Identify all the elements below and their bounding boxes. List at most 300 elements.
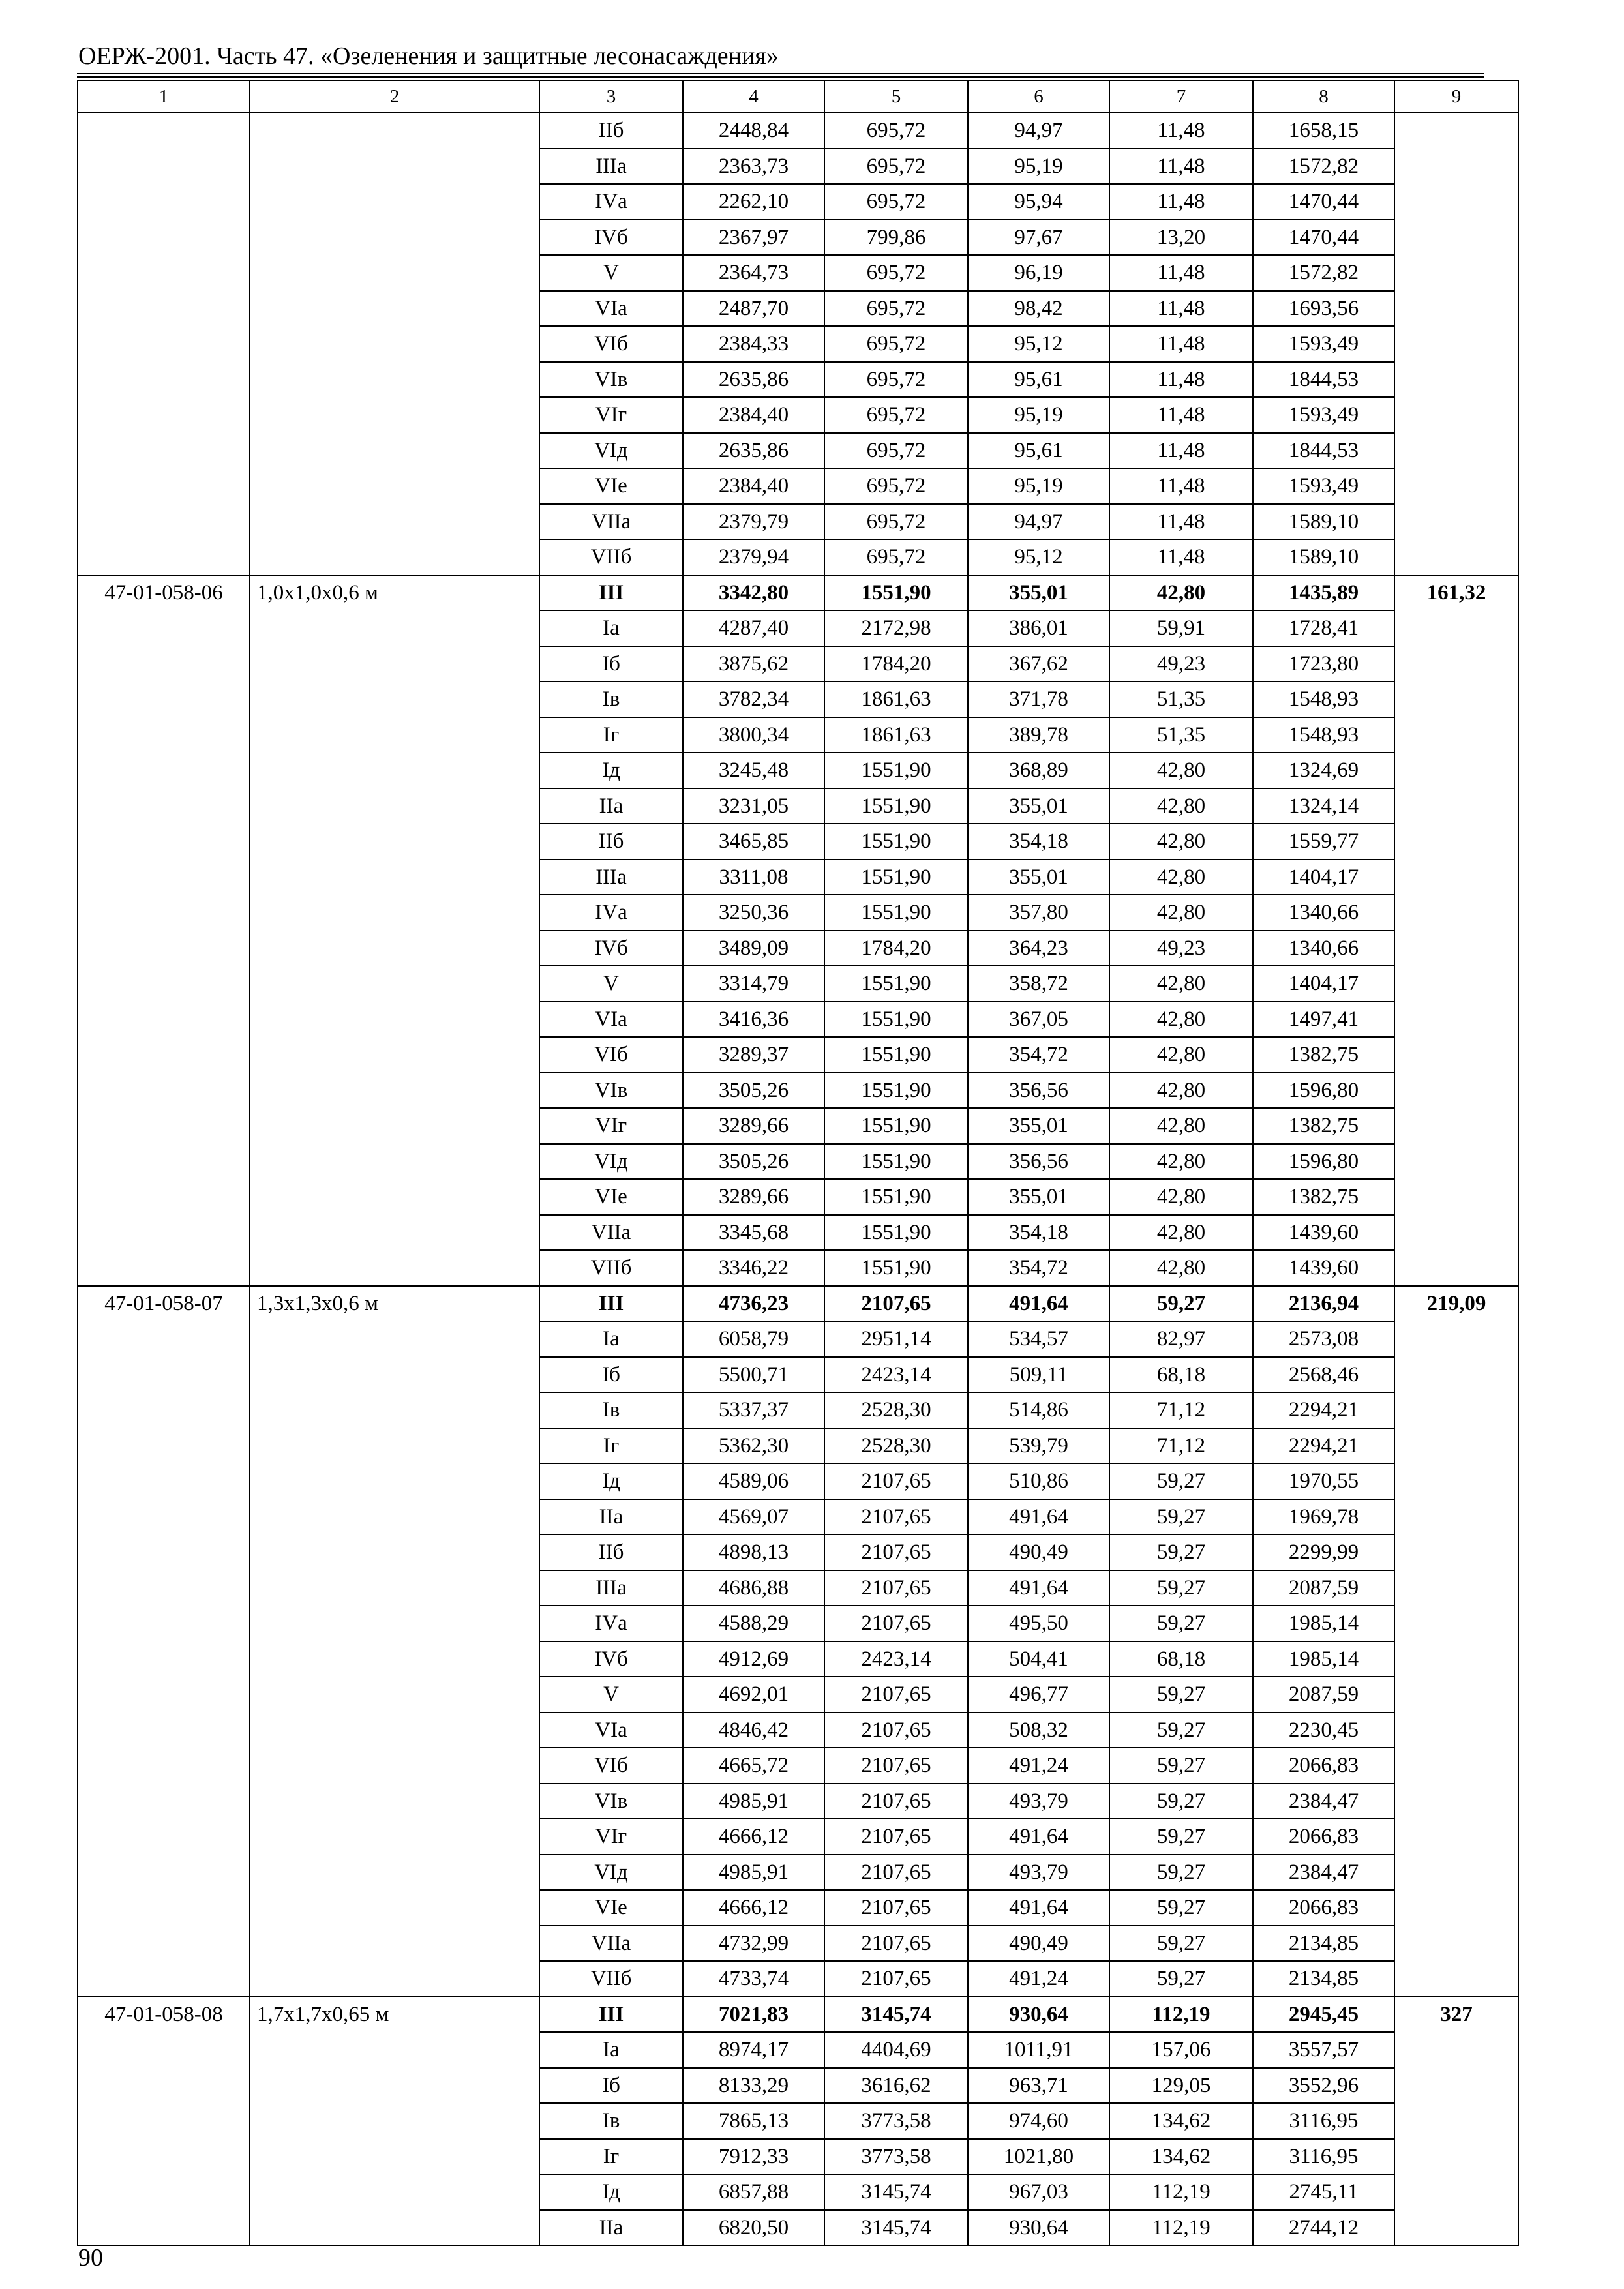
rate-total-cell: 327 bbox=[1394, 1997, 1518, 2246]
value-cell: 42,80 bbox=[1109, 788, 1253, 824]
value-cell: 4686,88 bbox=[683, 1570, 824, 1606]
value-cell: 1551,90 bbox=[824, 753, 968, 788]
value-cell: 11,48 bbox=[1109, 255, 1253, 291]
page-number: 90 bbox=[78, 2244, 103, 2271]
value-cell: 354,18 bbox=[968, 1215, 1109, 1251]
value-cell: 2107,65 bbox=[824, 1534, 968, 1570]
value-cell: 1021,80 bbox=[968, 2139, 1109, 2175]
value-cell: 3345,68 bbox=[683, 1215, 824, 1251]
value-cell: 1593,49 bbox=[1253, 468, 1394, 504]
value-cell: 4732,99 bbox=[683, 1926, 824, 1962]
zone-code-cell: Iг bbox=[539, 2139, 683, 2175]
value-cell: 1548,93 bbox=[1253, 681, 1394, 717]
value-cell: 94,97 bbox=[968, 504, 1109, 540]
value-cell: 2384,47 bbox=[1253, 1855, 1394, 1891]
value-cell: 1404,17 bbox=[1253, 860, 1394, 895]
value-cell: 42,80 bbox=[1109, 1250, 1253, 1286]
value-cell: 59,91 bbox=[1109, 610, 1253, 646]
value-cell: 4985,91 bbox=[683, 1855, 824, 1891]
value-cell: 354,18 bbox=[968, 824, 1109, 860]
column-header-3: 3 bbox=[539, 80, 683, 113]
zone-code-cell: VIд bbox=[539, 1144, 683, 1180]
value-cell: 695,72 bbox=[824, 468, 968, 504]
value-cell: 1596,80 bbox=[1253, 1144, 1394, 1180]
zone-code-cell: Iа bbox=[539, 1321, 683, 1357]
value-cell: 59,27 bbox=[1109, 1961, 1253, 1997]
zone-code-cell: VIIа bbox=[539, 504, 683, 540]
value-cell: 2107,65 bbox=[824, 1855, 968, 1891]
value-cell: 3489,09 bbox=[683, 931, 824, 966]
value-cell: 1559,77 bbox=[1253, 824, 1394, 860]
value-cell: 3289,66 bbox=[683, 1108, 824, 1144]
value-cell: 491,24 bbox=[968, 1961, 1109, 1997]
value-cell: 2294,21 bbox=[1253, 1392, 1394, 1428]
value-cell: 1011,91 bbox=[968, 2032, 1109, 2068]
value-cell: 59,27 bbox=[1109, 1784, 1253, 1819]
value-cell: 1723,80 bbox=[1253, 646, 1394, 682]
value-cell: 6857,88 bbox=[683, 2174, 824, 2210]
zone-code-cell: Iб bbox=[539, 2068, 683, 2104]
value-cell: 1382,75 bbox=[1253, 1179, 1394, 1215]
value-cell: 1593,49 bbox=[1253, 326, 1394, 362]
value-cell: 95,19 bbox=[968, 149, 1109, 185]
value-cell: 695,72 bbox=[824, 362, 968, 398]
value-cell: 2299,99 bbox=[1253, 1534, 1394, 1570]
zone-code-cell: IIIа bbox=[539, 860, 683, 895]
column-header-8: 8 bbox=[1253, 80, 1394, 113]
zone-code-cell: VIб bbox=[539, 1748, 683, 1784]
value-cell: 1404,17 bbox=[1253, 966, 1394, 1002]
value-cell: 356,56 bbox=[968, 1073, 1109, 1109]
zone-code-cell: V bbox=[539, 1677, 683, 1713]
value-cell: 4404,69 bbox=[824, 2032, 968, 2068]
value-cell: 1551,90 bbox=[824, 966, 968, 1002]
value-cell: 13,20 bbox=[1109, 220, 1253, 256]
value-cell: 1589,10 bbox=[1253, 504, 1394, 540]
value-cell: 11,48 bbox=[1109, 397, 1253, 433]
zone-code-cell: Iг bbox=[539, 717, 683, 753]
value-cell: 42,80 bbox=[1109, 860, 1253, 895]
value-cell: 1844,53 bbox=[1253, 362, 1394, 398]
value-cell: 2528,30 bbox=[824, 1428, 968, 1464]
value-cell: 4569,07 bbox=[683, 1499, 824, 1535]
value-cell: 42,80 bbox=[1109, 824, 1253, 860]
value-cell: 11,48 bbox=[1109, 184, 1253, 220]
value-cell: 2384,40 bbox=[683, 468, 824, 504]
value-cell: 2107,65 bbox=[824, 1606, 968, 1641]
value-cell: 42,80 bbox=[1109, 753, 1253, 788]
value-cell: 367,62 bbox=[968, 646, 1109, 682]
value-cell: 2066,83 bbox=[1253, 1890, 1394, 1926]
value-cell: 2528,30 bbox=[824, 1392, 968, 1428]
value-cell: 1784,20 bbox=[824, 931, 968, 966]
value-cell: 95,19 bbox=[968, 468, 1109, 504]
value-cell: 7021,83 bbox=[683, 1997, 824, 2033]
value-cell: 2384,40 bbox=[683, 397, 824, 433]
value-cell: 2107,65 bbox=[824, 1819, 968, 1855]
zone-code-cell: VIв bbox=[539, 362, 683, 398]
value-cell: 355,01 bbox=[968, 1108, 1109, 1144]
value-cell: 1340,66 bbox=[1253, 931, 1394, 966]
value-cell: 508,32 bbox=[968, 1713, 1109, 1748]
value-cell: 3342,80 bbox=[683, 575, 824, 611]
zone-code-cell: Iг bbox=[539, 1428, 683, 1464]
value-cell: 95,12 bbox=[968, 539, 1109, 575]
value-cell: 1861,63 bbox=[824, 717, 968, 753]
rate-total-cell: 161,32 bbox=[1394, 575, 1518, 1286]
value-cell: 2635,86 bbox=[683, 362, 824, 398]
value-cell: 491,64 bbox=[968, 1819, 1109, 1855]
rate-name-cell: 1,3х1,3х0,6 м bbox=[250, 1286, 539, 1997]
table-row bbox=[78, 113, 1518, 149]
value-cell: 2367,97 bbox=[683, 220, 824, 256]
zone-code-cell: VIд bbox=[539, 1855, 683, 1891]
value-cell: 1985,14 bbox=[1253, 1641, 1394, 1677]
value-cell: 491,64 bbox=[968, 1499, 1109, 1535]
table-row bbox=[78, 1997, 1518, 2033]
value-cell: 3231,05 bbox=[683, 788, 824, 824]
value-cell: 1551,90 bbox=[824, 575, 968, 611]
value-cell: 355,01 bbox=[968, 575, 1109, 611]
zone-code-cell: VIIб bbox=[539, 539, 683, 575]
rates-table-container bbox=[77, 80, 1519, 2246]
header-double-rule bbox=[77, 73, 1484, 78]
value-cell: 2087,59 bbox=[1253, 1677, 1394, 1713]
column-header-6: 6 bbox=[968, 80, 1109, 113]
value-cell: 4666,12 bbox=[683, 1819, 824, 1855]
value-cell: 3116,95 bbox=[1253, 2139, 1394, 2175]
value-cell: 11,48 bbox=[1109, 113, 1253, 149]
zone-code-cell: IVа bbox=[539, 1606, 683, 1641]
value-cell: 491,64 bbox=[968, 1890, 1109, 1926]
value-cell: 5362,30 bbox=[683, 1428, 824, 1464]
value-cell: 3505,26 bbox=[683, 1144, 824, 1180]
value-cell: 8974,17 bbox=[683, 2032, 824, 2068]
zone-code-cell: IIб bbox=[539, 113, 683, 149]
value-cell: 491,64 bbox=[968, 1286, 1109, 1322]
value-cell: 491,64 bbox=[968, 1570, 1109, 1606]
value-cell: 6820,50 bbox=[683, 2210, 824, 2246]
value-cell: 2423,14 bbox=[824, 1641, 968, 1677]
value-cell: 59,27 bbox=[1109, 1499, 1253, 1535]
value-cell: 2107,65 bbox=[824, 1748, 968, 1784]
value-cell: 11,48 bbox=[1109, 149, 1253, 185]
value-cell: 1324,14 bbox=[1253, 788, 1394, 824]
value-cell: 1551,90 bbox=[824, 1215, 968, 1251]
rate-code-cell: 47-01-058-08 bbox=[78, 1997, 250, 2246]
value-cell: 2066,83 bbox=[1253, 1819, 1394, 1855]
value-cell: 695,72 bbox=[824, 291, 968, 327]
zone-code-cell: Iд bbox=[539, 753, 683, 788]
value-cell: 42,80 bbox=[1109, 1073, 1253, 1109]
value-cell: 2066,83 bbox=[1253, 1748, 1394, 1784]
value-cell: 1551,90 bbox=[824, 824, 968, 860]
value-cell: 42,80 bbox=[1109, 575, 1253, 611]
value-cell: 2364,73 bbox=[683, 255, 824, 291]
value-cell: 2134,85 bbox=[1253, 1926, 1394, 1962]
value-cell: 1551,90 bbox=[824, 1108, 968, 1144]
zone-code-cell: Iб bbox=[539, 1357, 683, 1393]
zone-code-cell: VIб bbox=[539, 326, 683, 362]
zone-code-cell: IIIа bbox=[539, 149, 683, 185]
value-cell: 514,86 bbox=[968, 1392, 1109, 1428]
zone-code-cell: Iв bbox=[539, 2103, 683, 2139]
value-cell: 59,27 bbox=[1109, 1748, 1253, 1784]
value-cell: 1844,53 bbox=[1253, 433, 1394, 469]
value-cell: 112,19 bbox=[1109, 1997, 1253, 2033]
value-cell: 11,48 bbox=[1109, 468, 1253, 504]
value-cell: 4665,72 bbox=[683, 1748, 824, 1784]
value-cell: 1551,90 bbox=[824, 1179, 968, 1215]
value-cell: 95,19 bbox=[968, 397, 1109, 433]
zone-code-cell: Iд bbox=[539, 2174, 683, 2210]
value-cell: 1439,60 bbox=[1253, 1215, 1394, 1251]
value-cell: 59,27 bbox=[1109, 1890, 1253, 1926]
value-cell: 11,48 bbox=[1109, 433, 1253, 469]
value-cell: 2107,65 bbox=[824, 1463, 968, 1499]
value-cell: 95,94 bbox=[968, 184, 1109, 220]
zone-code-cell: IIIа bbox=[539, 1570, 683, 1606]
value-cell: 2384,33 bbox=[683, 326, 824, 362]
value-cell: 3465,85 bbox=[683, 824, 824, 860]
value-cell: 2568,46 bbox=[1253, 1357, 1394, 1393]
value-cell: 1551,90 bbox=[824, 1002, 968, 1038]
value-cell: 1439,60 bbox=[1253, 1250, 1394, 1286]
value-cell: 3145,74 bbox=[824, 1997, 968, 2033]
value-cell: 3311,08 bbox=[683, 860, 824, 895]
zone-code-cell: VIе bbox=[539, 468, 683, 504]
page-header-title: ОЕРЖ-2001. Часть 47. «Озеленения и защитные лесонасаждения» bbox=[78, 42, 779, 70]
value-cell: 4692,01 bbox=[683, 1677, 824, 1713]
value-cell: 51,35 bbox=[1109, 717, 1253, 753]
zone-code-cell: VIе bbox=[539, 1179, 683, 1215]
value-cell: 2107,65 bbox=[824, 1570, 968, 1606]
rates-table bbox=[77, 80, 1519, 2246]
zone-code-cell: VIв bbox=[539, 1073, 683, 1109]
value-cell: 2951,14 bbox=[824, 1321, 968, 1357]
value-cell: 967,03 bbox=[968, 2174, 1109, 2210]
value-cell: 42,80 bbox=[1109, 1144, 1253, 1180]
blank-name-cell bbox=[250, 113, 539, 575]
zone-code-cell: Iд bbox=[539, 1463, 683, 1499]
table-row bbox=[78, 1286, 1518, 1322]
value-cell: 7912,33 bbox=[683, 2139, 824, 2175]
zone-code-cell: VIд bbox=[539, 433, 683, 469]
value-cell: 1969,78 bbox=[1253, 1499, 1394, 1535]
zone-code-cell: III bbox=[539, 1286, 683, 1322]
value-cell: 2423,14 bbox=[824, 1357, 968, 1393]
value-cell: 71,12 bbox=[1109, 1392, 1253, 1428]
value-cell: 695,72 bbox=[824, 149, 968, 185]
value-cell: 2172,98 bbox=[824, 610, 968, 646]
value-cell: 3145,74 bbox=[824, 2174, 968, 2210]
value-cell: 2107,65 bbox=[824, 1890, 968, 1926]
value-cell: 2379,94 bbox=[683, 539, 824, 575]
value-cell: 4287,40 bbox=[683, 610, 824, 646]
value-cell: 59,27 bbox=[1109, 1819, 1253, 1855]
value-cell: 3245,48 bbox=[683, 753, 824, 788]
zone-code-cell: VIа bbox=[539, 1002, 683, 1038]
value-cell: 358,72 bbox=[968, 966, 1109, 1002]
value-cell: 59,27 bbox=[1109, 1534, 1253, 1570]
value-cell: 11,48 bbox=[1109, 504, 1253, 540]
value-cell: 42,80 bbox=[1109, 895, 1253, 931]
column-number-row bbox=[78, 80, 1518, 113]
value-cell: 496,77 bbox=[968, 1677, 1109, 1713]
value-cell: 354,72 bbox=[968, 1037, 1109, 1073]
value-cell: 1693,56 bbox=[1253, 291, 1394, 327]
value-cell: 95,61 bbox=[968, 362, 1109, 398]
value-cell: 3773,58 bbox=[824, 2139, 968, 2175]
value-cell: 96,19 bbox=[968, 255, 1109, 291]
value-cell: 112,19 bbox=[1109, 2210, 1253, 2246]
value-cell: 7865,13 bbox=[683, 2103, 824, 2139]
value-cell: 2573,08 bbox=[1253, 1321, 1394, 1357]
value-cell: 5500,71 bbox=[683, 1357, 824, 1393]
value-cell: 1324,69 bbox=[1253, 753, 1394, 788]
value-cell: 98,42 bbox=[968, 291, 1109, 327]
value-cell: 1593,49 bbox=[1253, 397, 1394, 433]
value-cell: 539,79 bbox=[968, 1428, 1109, 1464]
value-cell: 495,50 bbox=[968, 1606, 1109, 1641]
value-cell: 354,72 bbox=[968, 1250, 1109, 1286]
zone-code-cell: V bbox=[539, 255, 683, 291]
value-cell: 11,48 bbox=[1109, 539, 1253, 575]
rate-name-cell: 1,0х1,0х0,6 м bbox=[250, 575, 539, 1286]
value-cell: 2294,21 bbox=[1253, 1428, 1394, 1464]
zone-code-cell: III bbox=[539, 575, 683, 611]
value-cell: 6058,79 bbox=[683, 1321, 824, 1357]
value-cell: 3800,34 bbox=[683, 717, 824, 753]
value-cell: 364,23 bbox=[968, 931, 1109, 966]
value-cell: 51,35 bbox=[1109, 681, 1253, 717]
value-cell: 504,41 bbox=[968, 1641, 1109, 1677]
zone-code-cell: VIв bbox=[539, 1784, 683, 1819]
value-cell: 2384,47 bbox=[1253, 1784, 1394, 1819]
value-cell: 355,01 bbox=[968, 1179, 1109, 1215]
value-cell: 2448,84 bbox=[683, 113, 824, 149]
zone-code-cell: VIIб bbox=[539, 1961, 683, 1997]
zone-code-cell: VIг bbox=[539, 1819, 683, 1855]
value-cell: 1497,41 bbox=[1253, 1002, 1394, 1038]
value-cell: 68,18 bbox=[1109, 1641, 1253, 1677]
value-cell: 963,71 bbox=[968, 2068, 1109, 2104]
value-cell: 68,18 bbox=[1109, 1357, 1253, 1393]
value-cell: 82,97 bbox=[1109, 1321, 1253, 1357]
value-cell: 97,67 bbox=[968, 220, 1109, 256]
value-cell: 5337,37 bbox=[683, 1392, 824, 1428]
value-cell: 4666,12 bbox=[683, 1890, 824, 1926]
zone-code-cell: IVб bbox=[539, 220, 683, 256]
zone-code-cell: VIг bbox=[539, 397, 683, 433]
value-cell: 42,80 bbox=[1109, 1215, 1253, 1251]
value-cell: 112,19 bbox=[1109, 2174, 1253, 2210]
value-cell: 4898,13 bbox=[683, 1534, 824, 1570]
value-cell: 134,62 bbox=[1109, 2103, 1253, 2139]
zone-code-cell: IIа bbox=[539, 788, 683, 824]
zone-code-cell: VIIб bbox=[539, 1250, 683, 1286]
rate-code-cell: 47-01-058-06 bbox=[78, 575, 250, 1286]
value-cell: 695,72 bbox=[824, 433, 968, 469]
value-cell: 490,49 bbox=[968, 1534, 1109, 1570]
value-cell: 2230,45 bbox=[1253, 1713, 1394, 1748]
value-cell: 4736,23 bbox=[683, 1286, 824, 1322]
value-cell: 3773,58 bbox=[824, 2103, 968, 2139]
value-cell: 1551,90 bbox=[824, 788, 968, 824]
value-cell: 42,80 bbox=[1109, 966, 1253, 1002]
value-cell: 2087,59 bbox=[1253, 1570, 1394, 1606]
value-cell: 4985,91 bbox=[683, 1784, 824, 1819]
value-cell: 2107,65 bbox=[824, 1499, 968, 1535]
value-cell: 2107,65 bbox=[824, 1713, 968, 1748]
value-cell: 930,64 bbox=[968, 1997, 1109, 2033]
value-cell: 1589,10 bbox=[1253, 539, 1394, 575]
value-cell: 11,48 bbox=[1109, 291, 1253, 327]
value-cell: 3145,74 bbox=[824, 2210, 968, 2246]
value-cell: 3289,66 bbox=[683, 1179, 824, 1215]
value-cell: 4589,06 bbox=[683, 1463, 824, 1499]
value-cell: 95,61 bbox=[968, 433, 1109, 469]
value-cell: 1382,75 bbox=[1253, 1037, 1394, 1073]
blank-code-cell bbox=[78, 113, 250, 575]
value-cell: 1728,41 bbox=[1253, 610, 1394, 646]
value-cell: 493,79 bbox=[968, 1855, 1109, 1891]
value-cell: 695,72 bbox=[824, 184, 968, 220]
column-header-5: 5 bbox=[824, 80, 968, 113]
value-cell: 1985,14 bbox=[1253, 1606, 1394, 1641]
value-cell: 2262,10 bbox=[683, 184, 824, 220]
value-cell: 59,27 bbox=[1109, 1677, 1253, 1713]
value-cell: 493,79 bbox=[968, 1784, 1109, 1819]
value-cell: 94,97 bbox=[968, 113, 1109, 149]
value-cell: 4846,42 bbox=[683, 1713, 824, 1748]
zone-code-cell: VIе bbox=[539, 1890, 683, 1926]
value-cell: 3782,34 bbox=[683, 681, 824, 717]
zone-code-cell: Iв bbox=[539, 681, 683, 717]
zone-code-cell: VIб bbox=[539, 1037, 683, 1073]
value-cell: 2107,65 bbox=[824, 1286, 968, 1322]
value-cell: 134,62 bbox=[1109, 2139, 1253, 2175]
zone-code-cell: IVа bbox=[539, 184, 683, 220]
value-cell: 1784,20 bbox=[824, 646, 968, 682]
value-cell: 371,78 bbox=[968, 681, 1109, 717]
value-cell: 157,06 bbox=[1109, 2032, 1253, 2068]
value-cell: 2107,65 bbox=[824, 1961, 968, 1997]
zone-code-cell: IIб bbox=[539, 824, 683, 860]
value-cell: 386,01 bbox=[968, 610, 1109, 646]
value-cell: 1470,44 bbox=[1253, 184, 1394, 220]
value-cell: 1572,82 bbox=[1253, 149, 1394, 185]
value-cell: 95,12 bbox=[968, 326, 1109, 362]
value-cell: 2107,65 bbox=[824, 1926, 968, 1962]
zone-code-cell: IVб bbox=[539, 931, 683, 966]
value-cell: 510,86 bbox=[968, 1463, 1109, 1499]
value-cell: 695,72 bbox=[824, 397, 968, 433]
column-header-4: 4 bbox=[683, 80, 824, 113]
value-cell: 491,24 bbox=[968, 1748, 1109, 1784]
value-cell: 1551,90 bbox=[824, 1073, 968, 1109]
value-cell: 3289,37 bbox=[683, 1037, 824, 1073]
value-cell: 2744,12 bbox=[1253, 2210, 1394, 2246]
value-cell: 1548,93 bbox=[1253, 717, 1394, 753]
value-cell: 42,80 bbox=[1109, 1002, 1253, 1038]
rates-table-body bbox=[78, 113, 1518, 2245]
zone-code-cell: VIIа bbox=[539, 1215, 683, 1251]
value-cell: 2107,65 bbox=[824, 1784, 968, 1819]
value-cell: 59,27 bbox=[1109, 1286, 1253, 1322]
zone-code-cell: IVа bbox=[539, 895, 683, 931]
value-cell: 3314,79 bbox=[683, 966, 824, 1002]
